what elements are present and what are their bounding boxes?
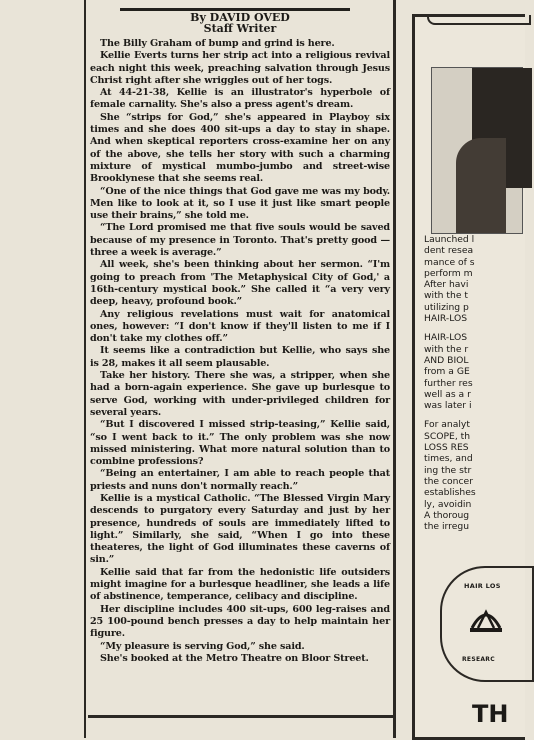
advertisement-column	[398, 0, 509, 738]
article-paragraph: Take her history. There she was, a stripper, when she had a born-again experience. She gave up burlesque to serve God, working with under-privileged children for several years.	[90, 370, 390, 418]
advertisement-line: the concer	[424, 475, 473, 487]
logo-bottom-text: RESEARC	[462, 656, 495, 663]
advertisement-line	[424, 411, 504, 419]
article-paragraph: Kellie is a mystical Catholic. “The Blessed Virgin Mary descends to purgatory every Saturday and just by her presence, hundreds of souls are immediately lifted to light.” Similarly, she said, “When I go into these theateres, the light of God illuminates these caverns of sin.”	[90, 492, 390, 566]
advertisement-line: HAIR-LOS	[424, 313, 468, 325]
advertisement-line: the irregu	[424, 521, 470, 533]
advertisement-top-frame	[427, 15, 531, 25]
logo-top-text: HAIR LOS	[464, 582, 501, 590]
article-paragraph: “One of the nice things that God gave me was my body. Men like to look at it, so I use it just like smart people use their brains,” she told me.	[90, 185, 390, 222]
advertisement-photo	[431, 67, 523, 234]
article-paragraph: At 44-21-38, Kellie is an illustrator's hyperbole of female carnality. She's also a press agent's dream.	[90, 87, 390, 111]
column-rule-right	[393, 0, 396, 738]
advertisement-line: perform m	[424, 267, 473, 279]
article-paragraph: She “strips for God,” she's appeared in Playboy six times and she does 400 sit-ups a day to stay in shape. And when skeptical reporters cross-examine her on any of the above, she tells her story with such a charming mixture of mystical mumbo-jumbo and street-wise Brooklynese that she seems real.	[90, 111, 390, 185]
advertisement-line: After havi	[424, 279, 469, 291]
advertisement-line: was later i	[424, 400, 472, 412]
article-paragraph: All week, she's been thinking about her sermon. “I'm going to preach from 'The Metaphysical City of God,' a 16th-century mystical book.” She called it “a very very deep, heavy, profound book.”	[90, 259, 390, 308]
article-body	[90, 38, 390, 665]
article-paragraph: She's booked at the Metro Theatre on Bloor Street.	[100, 652, 369, 664]
article-paragraph: “Being an entertainer, I am able to reach people that priests and nuns don't normally reach.”	[90, 468, 390, 492]
column-rule-left	[84, 0, 86, 738]
advertisement-line: with the t	[424, 290, 469, 302]
research-logo	[440, 566, 534, 682]
logo-emblem-icon	[466, 598, 506, 638]
byline-author: By DAVID OVED	[190, 11, 290, 24]
advertisement-line: A thoroug	[424, 509, 470, 521]
advertisement-line: LOSS RES	[424, 442, 469, 454]
article-end-rule	[88, 715, 393, 718]
advertisement-big-heading: TH	[472, 700, 509, 728]
advertisement-line: with the r	[424, 343, 469, 355]
advertisement-line: well as a r	[424, 388, 471, 400]
advertisement-line: times, and	[424, 453, 473, 465]
advertisement-line: further res	[424, 377, 473, 389]
article-paragraph: Her discipline includes 400 sit-ups, 600 leg-raises and 25 100-pound bench presses a day to help maintain her figure.	[90, 603, 390, 640]
advertisement-line: Launched l	[424, 234, 475, 245]
article-paragraph: Kellie Everts turns her strip act into a religious revival each night this week, preaching salvation through Jesus Christ right after she wriggles out of her togs.	[90, 50, 390, 86]
advertisement-line: ly, avoidin	[424, 498, 472, 510]
article-paragraph: Any religious revelations must wait for anatomical ones, however: “I don't know if they'll listen to me if I don't take my clothes off.”	[90, 308, 390, 345]
article-paragraph: It seems like a contradiction but Kellie, who says she is 28, makes it all seem plausable.	[90, 345, 390, 369]
advertisement-line: utilizing p	[424, 301, 469, 313]
advertisement-line: HAIR-LOS	[424, 332, 468, 344]
advertisement-copy	[424, 234, 504, 532]
article-paragraph: Kellie said that far from the hedonistic life outsiders might imagine for a burlesque headliner, she leads a life of abstinence, temperance, celibacy and discipline.	[90, 566, 390, 603]
advertisement-line: mance of s	[424, 256, 475, 268]
byline	[90, 12, 390, 34]
advertisement-line: SCOPE, th	[424, 430, 471, 442]
advertisement-line: ing the str	[424, 464, 472, 476]
headline-fragment	[120, 0, 350, 11]
advertisement-line: dent resea	[424, 245, 474, 257]
photo-hair	[456, 138, 506, 233]
article-paragraph: “The Lord promised me that five souls would be saved because of my presence in Toronto. That's pretty good — three a week is average.”	[90, 222, 390, 259]
advertisement-line	[424, 324, 504, 332]
article-paragraph: The Billy Graham of bump and grind is here.	[100, 38, 335, 49]
byline-role: Staff Writer	[203, 22, 277, 35]
advertisement-line: from a GE	[424, 366, 470, 378]
advertisement-line: For analyt	[424, 419, 470, 431]
article-paragraph: “But I discovered I missed strip-teasing,” Kellie said, “so I went back to it.” The only problem was she now missed ministering. What more natural solution than to combine professions?	[90, 419, 390, 468]
advertisement-line: establishes	[424, 487, 476, 499]
article-paragraph: “My pleasure is serving God,” she said.	[100, 640, 305, 652]
advertisement-line: AND BIOL	[424, 354, 469, 366]
